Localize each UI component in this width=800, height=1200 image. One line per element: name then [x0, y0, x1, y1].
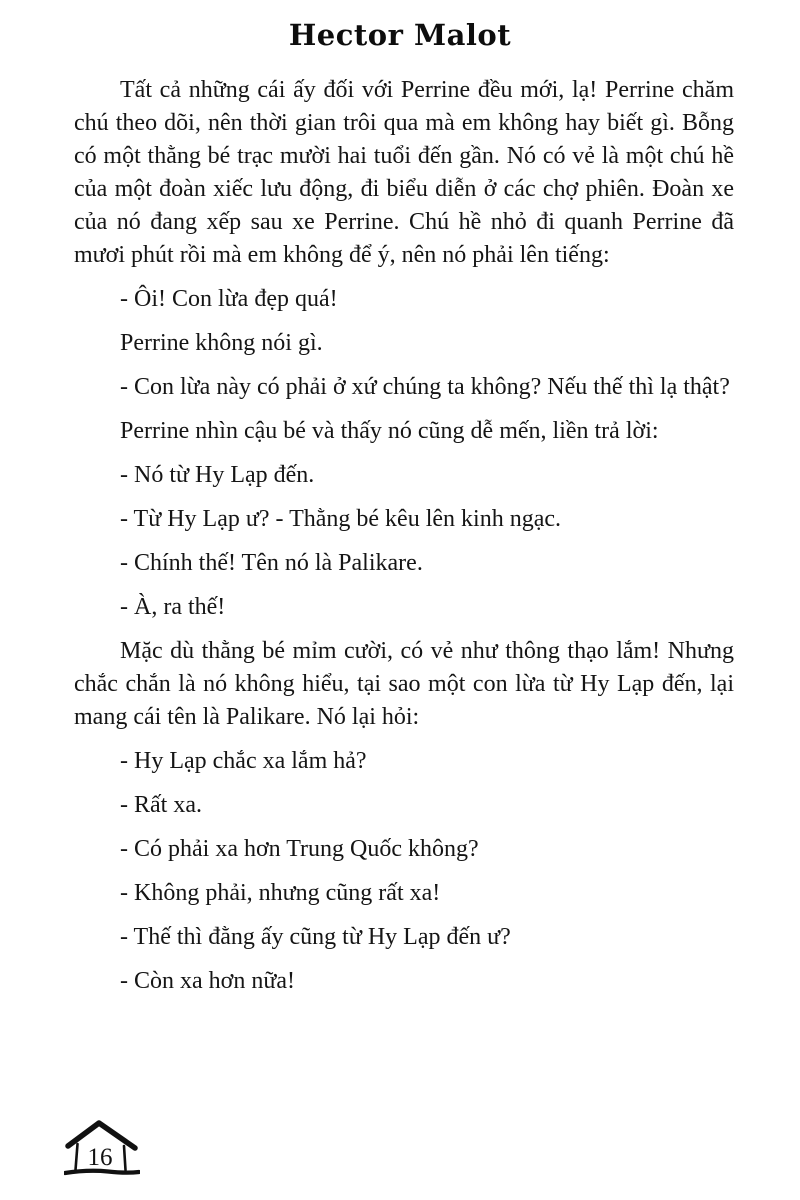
paragraph: Mặc dù thằng bé mỉm cười, có vẻ như thông thạo lắm! Nhưng chắc chắn là nó không hiểu, tại sao một con lừa từ Hy Lạp đến, lại mang cái tên là Palikare. Nó lại hỏi:: [74, 638, 734, 730]
page-footer: [64, 1118, 140, 1180]
dialogue-line: - Chính thế! Tên nó là Palikare.: [120, 550, 423, 576]
page-body: [74, 74, 734, 1009]
house-icon: [64, 1118, 140, 1180]
dialogue-line: - Nó từ Hy Lạp đến.: [120, 462, 315, 488]
dialogue-line: - Thế thì đằng ấy cũng từ Hy Lạp đến ư?: [120, 924, 511, 950]
dialogue-line: - Không phải, nhưng cũng rất xa!: [120, 880, 441, 906]
page-number: 16: [87, 1144, 113, 1171]
dialogue-line: - Rất xa.: [120, 792, 202, 818]
running-header-author: Hector Malot: [288, 18, 512, 52]
dialogue-line: - Có phải xa hơn Trung Quốc không?: [120, 836, 479, 862]
dialogue-line: - Từ Hy Lạp ư? - Thằng bé kêu lên kinh ngạc.: [120, 506, 561, 532]
narration-line: Perrine nhìn cậu bé và thấy nó cũng dễ mến, liền trả lời:: [120, 418, 659, 444]
dialogue-line: - À, ra thế!: [120, 594, 226, 620]
dialogue-line: - Con lừa này có phải ở xứ chúng ta không? Nếu thế thì lạ thật?: [120, 374, 730, 400]
house-right-post: [124, 1146, 126, 1170]
running-header: [0, 0, 800, 52]
house-ground-line: [65, 1171, 139, 1173]
narration-line: Perrine không nói gì.: [120, 330, 323, 356]
dialogue-line: - Hy Lạp chắc xa lắm hả?: [120, 748, 367, 774]
dialogue-line: - Còn xa hơn nữa!: [120, 968, 295, 994]
house-left-post: [76, 1144, 78, 1170]
dialogue-line: - Ôi! Con lừa đẹp quá!: [120, 286, 338, 312]
paragraph: Tất cả những cái ấy đối với Perrine đều mới, lạ! Perrine chăm chú theo dõi, nên thời gian trôi qua mà em không hay biết gì. Bỗng có một thằng bé trạc mười hai tuổi đến gần. Nó có vẻ là một chú hề của một đoàn xiếc lưu động, đi biểu diễn ở các chợ phiên. Đoàn xe của nó đang xếp sau xe Perrine. Chú hề nhỏ đi quanh Perrine đã mươi phút rồi mà em không để ý, nên nó phải lên tiếng:: [74, 77, 734, 268]
